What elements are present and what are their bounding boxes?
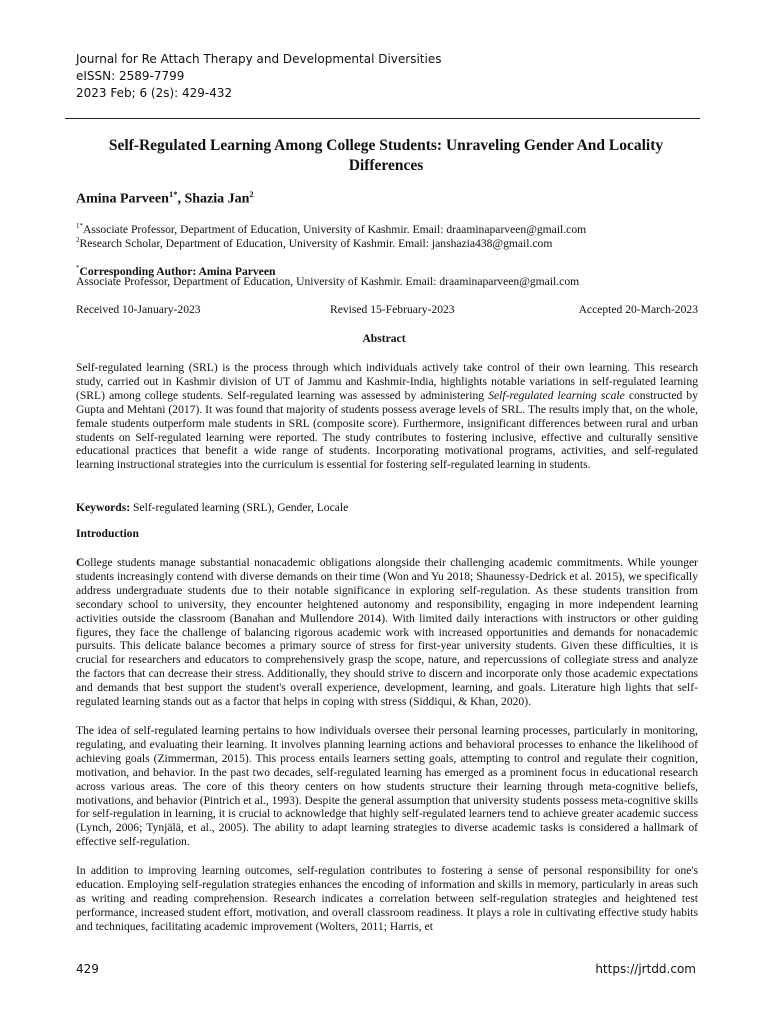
journal-issue: 2023 Feb; 6 (2s): 429-432 (76, 86, 233, 100)
intro-paragraph-2: The idea of self-regulated learning pertains to how individuals oversee their personal learning processes, particularly in monitoring, regulating, and evaluating their learning. It involves planning learning actions and behavioral processes to enhance the likelihood of achieving goals (Zimmerman, 2015). This process entails learners setting goals, attempting to control and regulate their cognition, motivation, and behavior. In the past two decades, self-regulated learning has emerged as a prominent focus in educational research across various areas. The core of this theory centers on how students structure their learning through meta-cognitive beliefs, motivations, and behavior (Pintrich et al., 1993). Despite the general assumption that university students possess meta-cognitive skills for self-regulation in learning, it is crucial to acknowledge that highly self-regulated learners tend to achieve greater academic success (Lynch, 2006; Tynjälä, et al., 2005). The ability to adapt learning strategies to diverse academic tasks is considered a hallmark of effective self-regulation. (76, 724, 698, 849)
intro-paragraph-1-text: ollege students manage substantial nonacademic obligations alongside their challenging academic commitments. While younger students increasingly contend with diverse demands on their time (Won and Yu 2018; Shaunessy-Dedrick et al. 2015), we specifically address undergraduate students due to their notable significance in exploring self-regulation. As these students transition from secondary school to university, they encounter heightened autonomy and responsibility, engaging in more independent learning activities outside the classroom (Banahan and Mullendore 2014). With limited daily interactions with instructors or other guiding figures, they face the challenge of balancing rigorous academic work with increased opportunities and demands for nonacademic pursuits. This delicate balance becomes a primary source of stress for first-year university students. Given these difficulties, it is crucial for researchers and educators to comprehensively grasp the scope, nature, and repercussions of collegiate stress and analyze the factors that can decrease their stress. Additionally, they should strive to discern and incorporate only those academic expectations and demands that best support the student's overall experience, development, learning, and goals. Literature high lights that self-regulated learning stands out as a factor that helps in coping with stress (Siddiqui, & Khan, 2020). (76, 556, 698, 709)
affiliation-2-text: Research Scholar, Department of Education, University of Kashmir. Email: janshazia438@gmail.com (79, 236, 553, 250)
intro-dropcap: C (76, 556, 85, 569)
corresponding-superscript: * (76, 264, 80, 272)
author-separator: , (177, 191, 185, 207)
accepted-date: Accepted 20-March-2023 (578, 303, 698, 316)
abstract-italic-scale: Self-regulated learning scale (488, 388, 625, 402)
journal-url: https://jrtdd.com (595, 962, 696, 976)
journal-name: Journal for Re Attach Therapy and Developmental Diversities (76, 52, 442, 66)
corresponding-author-detail: Associate Professor, Department of Education, University of Kashmir. Email: draaminaparveen@gmail.com (76, 275, 580, 288)
article-title: Self-Regulated Learning Among College Students: Unraveling Gender And Locality Differences (108, 137, 664, 174)
abstract-body (76, 361, 698, 472)
revised-date: Revised 15-February-2023 (330, 303, 455, 316)
abstract-heading: Abstract (362, 332, 406, 345)
introduction-heading: Introduction (76, 527, 139, 540)
author-line (76, 189, 254, 208)
keywords-label: Keywords: (76, 501, 131, 514)
received-date: Received 10-January-2023 (76, 303, 201, 316)
corresponding-label-text: Corresponding Author: Amina Parveen (79, 264, 276, 278)
journal-header (76, 51, 441, 102)
journal-eissn: eISSN: 2589-7799 (76, 69, 185, 83)
intro-paragraph-3: In addition to improving learning outcomes, self-regulation contributes to fostering a sense of personal responsibility for one's education. Employing self-regulation strategies enhances the encoding of information and skills in memory, particularly in areas such as writing and reading comprehension. Research indicates a correlation between self-regulation strategies and heightened test performance, increased student effort, motivation, and overall classroom readiness. It plays a role in cultivating effective study habits and techniques, facilitating academic improvement (Wolters, 2011; Harris, et (76, 864, 698, 933)
page-number: 429 (76, 962, 99, 976)
affiliation-2-superscript: 2 (76, 236, 80, 244)
author-1-superscript: 1* (168, 189, 178, 199)
keywords-text: Self-regulated learning (SRL), Gender, Locale (130, 501, 349, 514)
affiliation-1-superscript: 1* (76, 222, 83, 230)
affiliation-2 (76, 233, 552, 251)
abstract-text-1: Self-regulated learning (SRL) is the process through which individuals actively take control of their own learning. This research study, carried out in Kashmir division of UT of Jammu and Kashmir-India, highlights notable variations in self-regulated learning (SRL) among college students. Self-regulated learning was assessed by administering (76, 361, 698, 402)
author-1-name: Amina Parveen (76, 191, 169, 207)
author-2-name: Shazia Jan (184, 191, 250, 207)
affiliation-1-text: Associate Professor, Department of Education, University of Kashmir. Email: draaminaparveen@gmail.com (83, 222, 587, 236)
header-divider (65, 118, 700, 119)
intro-paragraph-1 (76, 556, 698, 709)
abstract-text-2: constructed by Gupta and Mehtani (2017). It was found that majority of students possess average levels of SRL. The results imply that, on the whole, female students outperform male students in SRL (composite score). Furthermore, insignificant differences between rural and urban students on Self-regulated learning were reported. The study contributes to fostering inclusive, effective and culturally sensitive educational practices that benefit a wide range of students. Incorporating motivational programs, activities, and self-regulated learning instructional strategies into the curriculum is essential for fostering self-regulated learning in students. (76, 388, 698, 472)
keywords-line (76, 501, 348, 514)
author-2-superscript: 2 (249, 189, 254, 199)
article-dates (76, 303, 698, 317)
